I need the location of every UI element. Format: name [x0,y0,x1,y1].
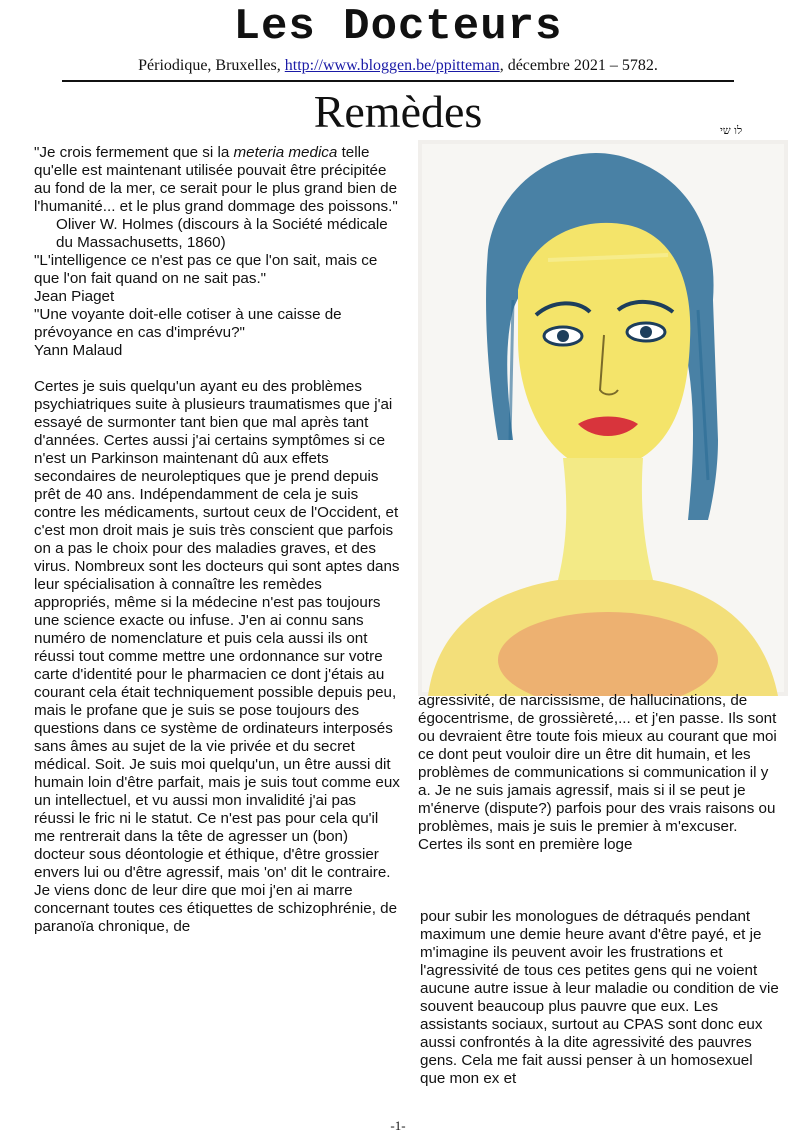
article-body-right-2: pour subir les monologues de détraqués pendant maximum une demie heure avant d'être payé, et je m'imagine ils peuvent avoir les frustrations et l'agressivité de tous ces petites gens qui ne voient aucune autre issue à leur maladie ou condition de vie souvent beaucoup plus pauvre que eux. Les assistants sociaux, surtout au CPAS sont donc eux aussi confrontés à la dite agressivité des pauvres gens. Cela me fait aussi penser à un homosexuel que mon ex et [420,908,779,1087]
quote-text: telle qu'elle est maintenant utilisée pouvait être précipitée au fond de la mer, ce serait pour le plus grand bien de l'humanité... et le plus grand dommage des poissons." [34,144,398,215]
page-number: -1- [390,1118,406,1133]
quote-malaud: "Une voyante doit-elle cotiser à une caisse de prévoyance en cas d'imprévu?" [34,306,342,341]
masthead-title: Les Docteurs [233,2,563,52]
masthead-rule [62,80,734,82]
article-title: Remèdes [313,86,483,137]
quote-author-piaget: Jean Piaget [34,288,115,305]
subline-suffix: , décembre 2021 – 5782. [499,57,658,74]
article-body-right-1: agressivité, de narcissisme, de hallucinations, de égocentrisme, de grossièreté,... et j'en passe. Ils sont ou devraient être toute fois mieux au courant que moi ce dont peut vouloir dire un être dit humain, et les problèmes de communications si communication il y a. Je ne suis jamais agressif, mais si il se peut je m'énerve (dispute?) parfois pour des vrais raisons ou problèmes, mais je suis le premier à m'excuser. Certes ils sont en première loge [418,692,777,853]
epigraph-quotes [34,144,400,360]
portrait-illustration [418,140,788,696]
quote-piaget: "L'intelligence ce n'est pas ce que l'on sait, mais ce que l'on fait quand on ne sait pas." [34,252,378,287]
subline-prefix: Périodique, Bruxelles, [138,57,285,74]
quote-text: "Je crois fermement que si la [34,144,234,161]
right-column-lower [420,908,780,1088]
hebrew-tag: לו שי [720,124,743,137]
article-body-left: Certes je suis quelqu'un ayant eu des problèmes psychiatriques suite à plusieurs traumatismes que j'ai essayé de surmonter tant bien que mal après tant d'années. Certes aussi j'ai certains symptômes si ce n'est un Parkinson maintenant dû aux effets secondaires de neuroleptiques que je prend depuis prêt de 40 ans. Indépendamment de cela je suis contre les médicaments, surtout ceux de l'Occident, et c'est mon droit mais je suis très conscient que parfois on a pas le choix pour des maladies graves, et des virus. Nombreux sont les docteurs qui sont aptes dans leur spécialisation à connaître les remèdes appropriés, même si la médecine n'est pas toujours une science exacte ou infuse. J'en ai connu sans numéro de nomenclature et puis cela aussi ils ont réussi tout comme mettre une ordonnance sur votre carte d'identité pour le pharmacien ce dont j'étais au courant cela était techniquement possible depuis peu, mais le profane que je suis se pose toujours des questions dans ce système de ordinateurs interposés sans âmes au sujet de la vie privée et du secret médical. Soit. Je suis moi quelqu'un, un être aussi dit humain loin d'être parfait, mais je suis tout comme eux un intellectuel, et vu aussi mon invalidité j'ai pas réussi le fric ni le statut. Ce n'est pas pour cela qu'il me rentrerait dans la tête de agresser un (bon) docteur sous déontologie et éthique, d'être grossier envers lui ou d'être agressif, mais 'on' dit le contraire. Je viens donc de leur dire que moi j'en ai marre concernant toutes ces étiquettes de schizophrénie, de paranoïa chronique, de [34,378,400,935]
portrait-painting [418,140,788,696]
left-column [34,144,400,936]
quote-holmes [34,144,400,216]
right-column-upper [418,692,778,854]
masthead-subline [0,56,796,76]
quote-author-malaud: Yann Malaud [34,342,123,359]
quote-author-holmes: Oliver W. Holmes (discours à la Société médicale du Massachusetts, 1860) [56,216,388,251]
quote-italic-term: meteria medica [233,144,338,161]
blog-link[interactable]: http://www.bloggen.be/ppitteman [284,57,500,74]
